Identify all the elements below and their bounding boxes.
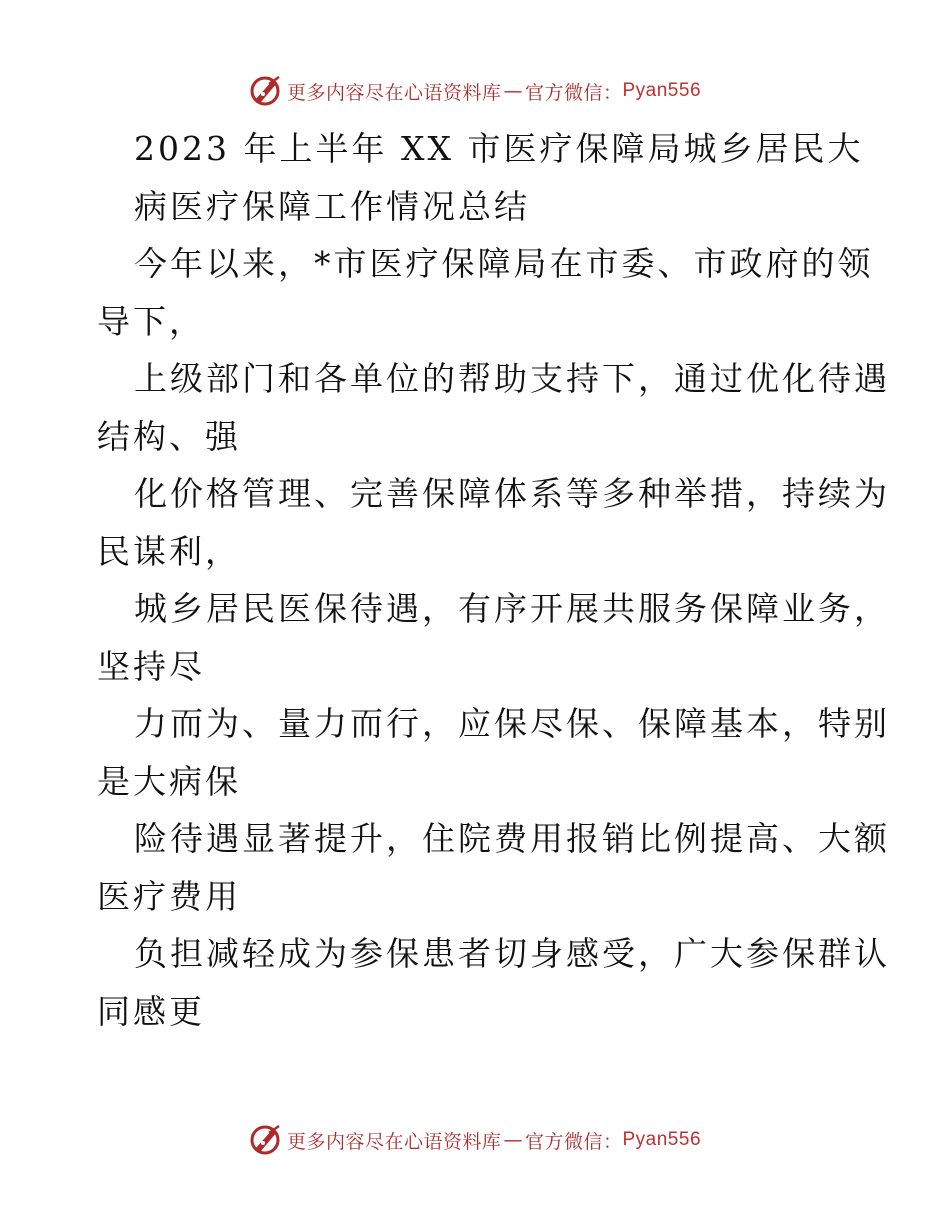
banner-wechat-id: Pyan556	[622, 80, 702, 101]
banner-wechat-label: 官方微信：	[524, 1130, 623, 1153]
document-body	[97, 120, 890, 1040]
paragraph-line: 化价格管理、完善保障体系等多种举措，持续为	[134, 474, 890, 513]
paragraph-line: 负担减轻成为参保患者切身感受，广大参保群认	[134, 934, 890, 973]
paragraph-line: 结构、强	[97, 416, 241, 456]
paragraph-line: 险待遇显著提升，住院费用报销比例提高、大额	[134, 819, 890, 858]
banner-site-text: 更多内容尽在心语资料库	[286, 1130, 502, 1153]
paragraph-line: 坚持尽	[97, 646, 205, 686]
paragraph-line: 今年以来，*市医疗保障局在市委、市政府的领	[134, 244, 874, 283]
paragraph-line: 力而为、量力而行，应保尽保、保障基本，特别	[134, 704, 890, 743]
banner-separator: —	[503, 80, 523, 102]
paragraph-line: 导下，	[97, 301, 205, 341]
title-line-2: 病医疗保障工作情况总结	[134, 186, 530, 226]
paragraph-line: 城乡居民医保待遇，有序开展共服务保障业务，	[134, 589, 890, 628]
banner-wechat-label: 官方微信：	[524, 81, 623, 104]
quill-pen-logo-icon	[249, 1123, 283, 1157]
footer-banner	[0, 1120, 950, 1160]
paragraph-line: 医疗费用	[97, 876, 241, 916]
quill-pen-logo-icon	[249, 74, 283, 108]
paragraph-line: 民谋利，	[97, 531, 241, 571]
banner-site-text: 更多内容尽在心语资料库	[286, 81, 502, 104]
banner-wechat-id: Pyan556	[622, 1129, 702, 1150]
paragraph-line: 是大病保	[97, 761, 241, 801]
header-banner	[0, 71, 950, 111]
paragraph-line: 同感更	[97, 991, 205, 1031]
banner-separator: —	[503, 1129, 523, 1151]
paragraph-line: 上级部门和各单位的帮助支持下，通过优化待遇	[134, 359, 890, 398]
title-line-1: 2023 年上半年 XX 市医疗保障局城乡居民大	[134, 129, 864, 168]
